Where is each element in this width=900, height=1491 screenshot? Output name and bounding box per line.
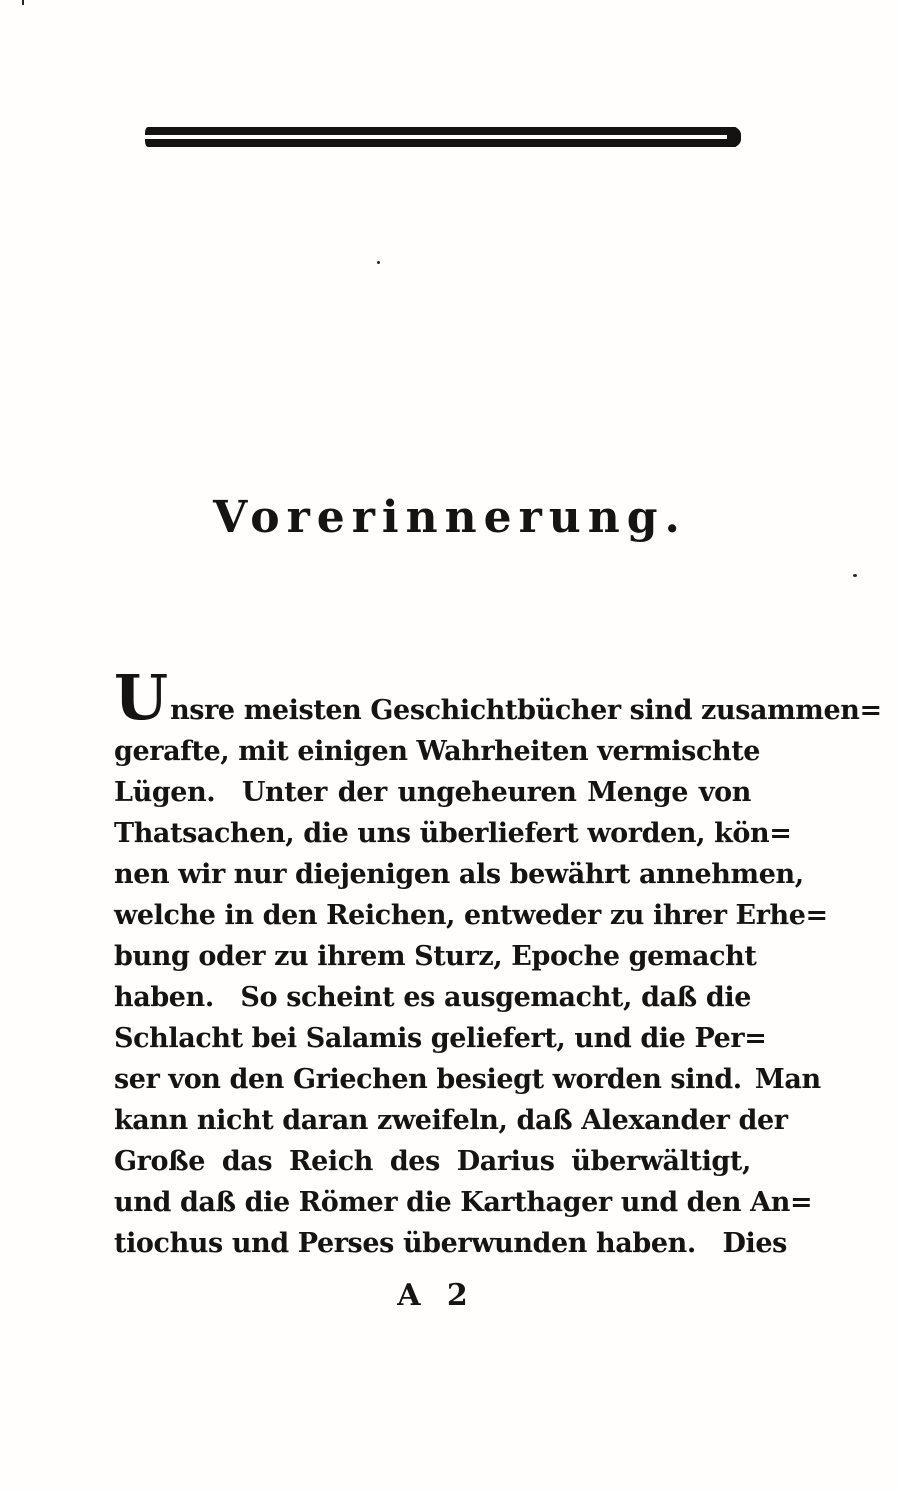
text-line-12: Große das Reich des Darius überwältigt, — [114, 1146, 751, 1177]
header-double-rule — [145, 127, 738, 147]
text-line-1-rest: nsre meisten Geschichtbücher sind zusammen= — [170, 695, 882, 726]
text-line-11: kann nicht daran zweifeln, daß Alexander der — [114, 1105, 788, 1136]
initial-capital: U — [114, 661, 169, 734]
text-line-5: nen wir nur diejenigen als bewährt annehmen, — [114, 859, 804, 890]
scan-speck — [853, 574, 857, 577]
page-title: Vorerinnerung. — [213, 492, 687, 543]
text-line-4: Thatsachen, die uns überliefert worden, kön= — [114, 818, 792, 849]
body-paragraph — [114, 661, 882, 1264]
text-line-7: bung oder zu ihrem Sturz, Epoche gemacht — [114, 941, 757, 972]
text-line-10: ser von den Griechen besiegt worden sind. Man — [114, 1064, 821, 1095]
text-line-3: Lügen. Unter der ungeheuren Menge von — [114, 777, 751, 808]
text-line-9: Schlacht bei Salamis geliefert, und die Per= — [114, 1023, 767, 1054]
text-line-1 — [114, 661, 882, 734]
text-line-6: welche in den Reichen, entweder zu ihrer Erhe= — [114, 900, 828, 931]
signature-mark: A 2 — [397, 1278, 468, 1313]
text-line-8: haben. So scheint es ausgemacht, daß die — [114, 982, 751, 1013]
text-line-13: und daß die Römer die Karthager und den An= — [114, 1187, 813, 1218]
scan-speck — [377, 261, 380, 264]
text-line-2: gerafte, mit einigen Wahrheiten vermischte — [114, 736, 761, 767]
scan-speck — [22, 0, 24, 5]
text-line-14: tiochus und Perses überwunden haben. Dies — [114, 1228, 787, 1259]
